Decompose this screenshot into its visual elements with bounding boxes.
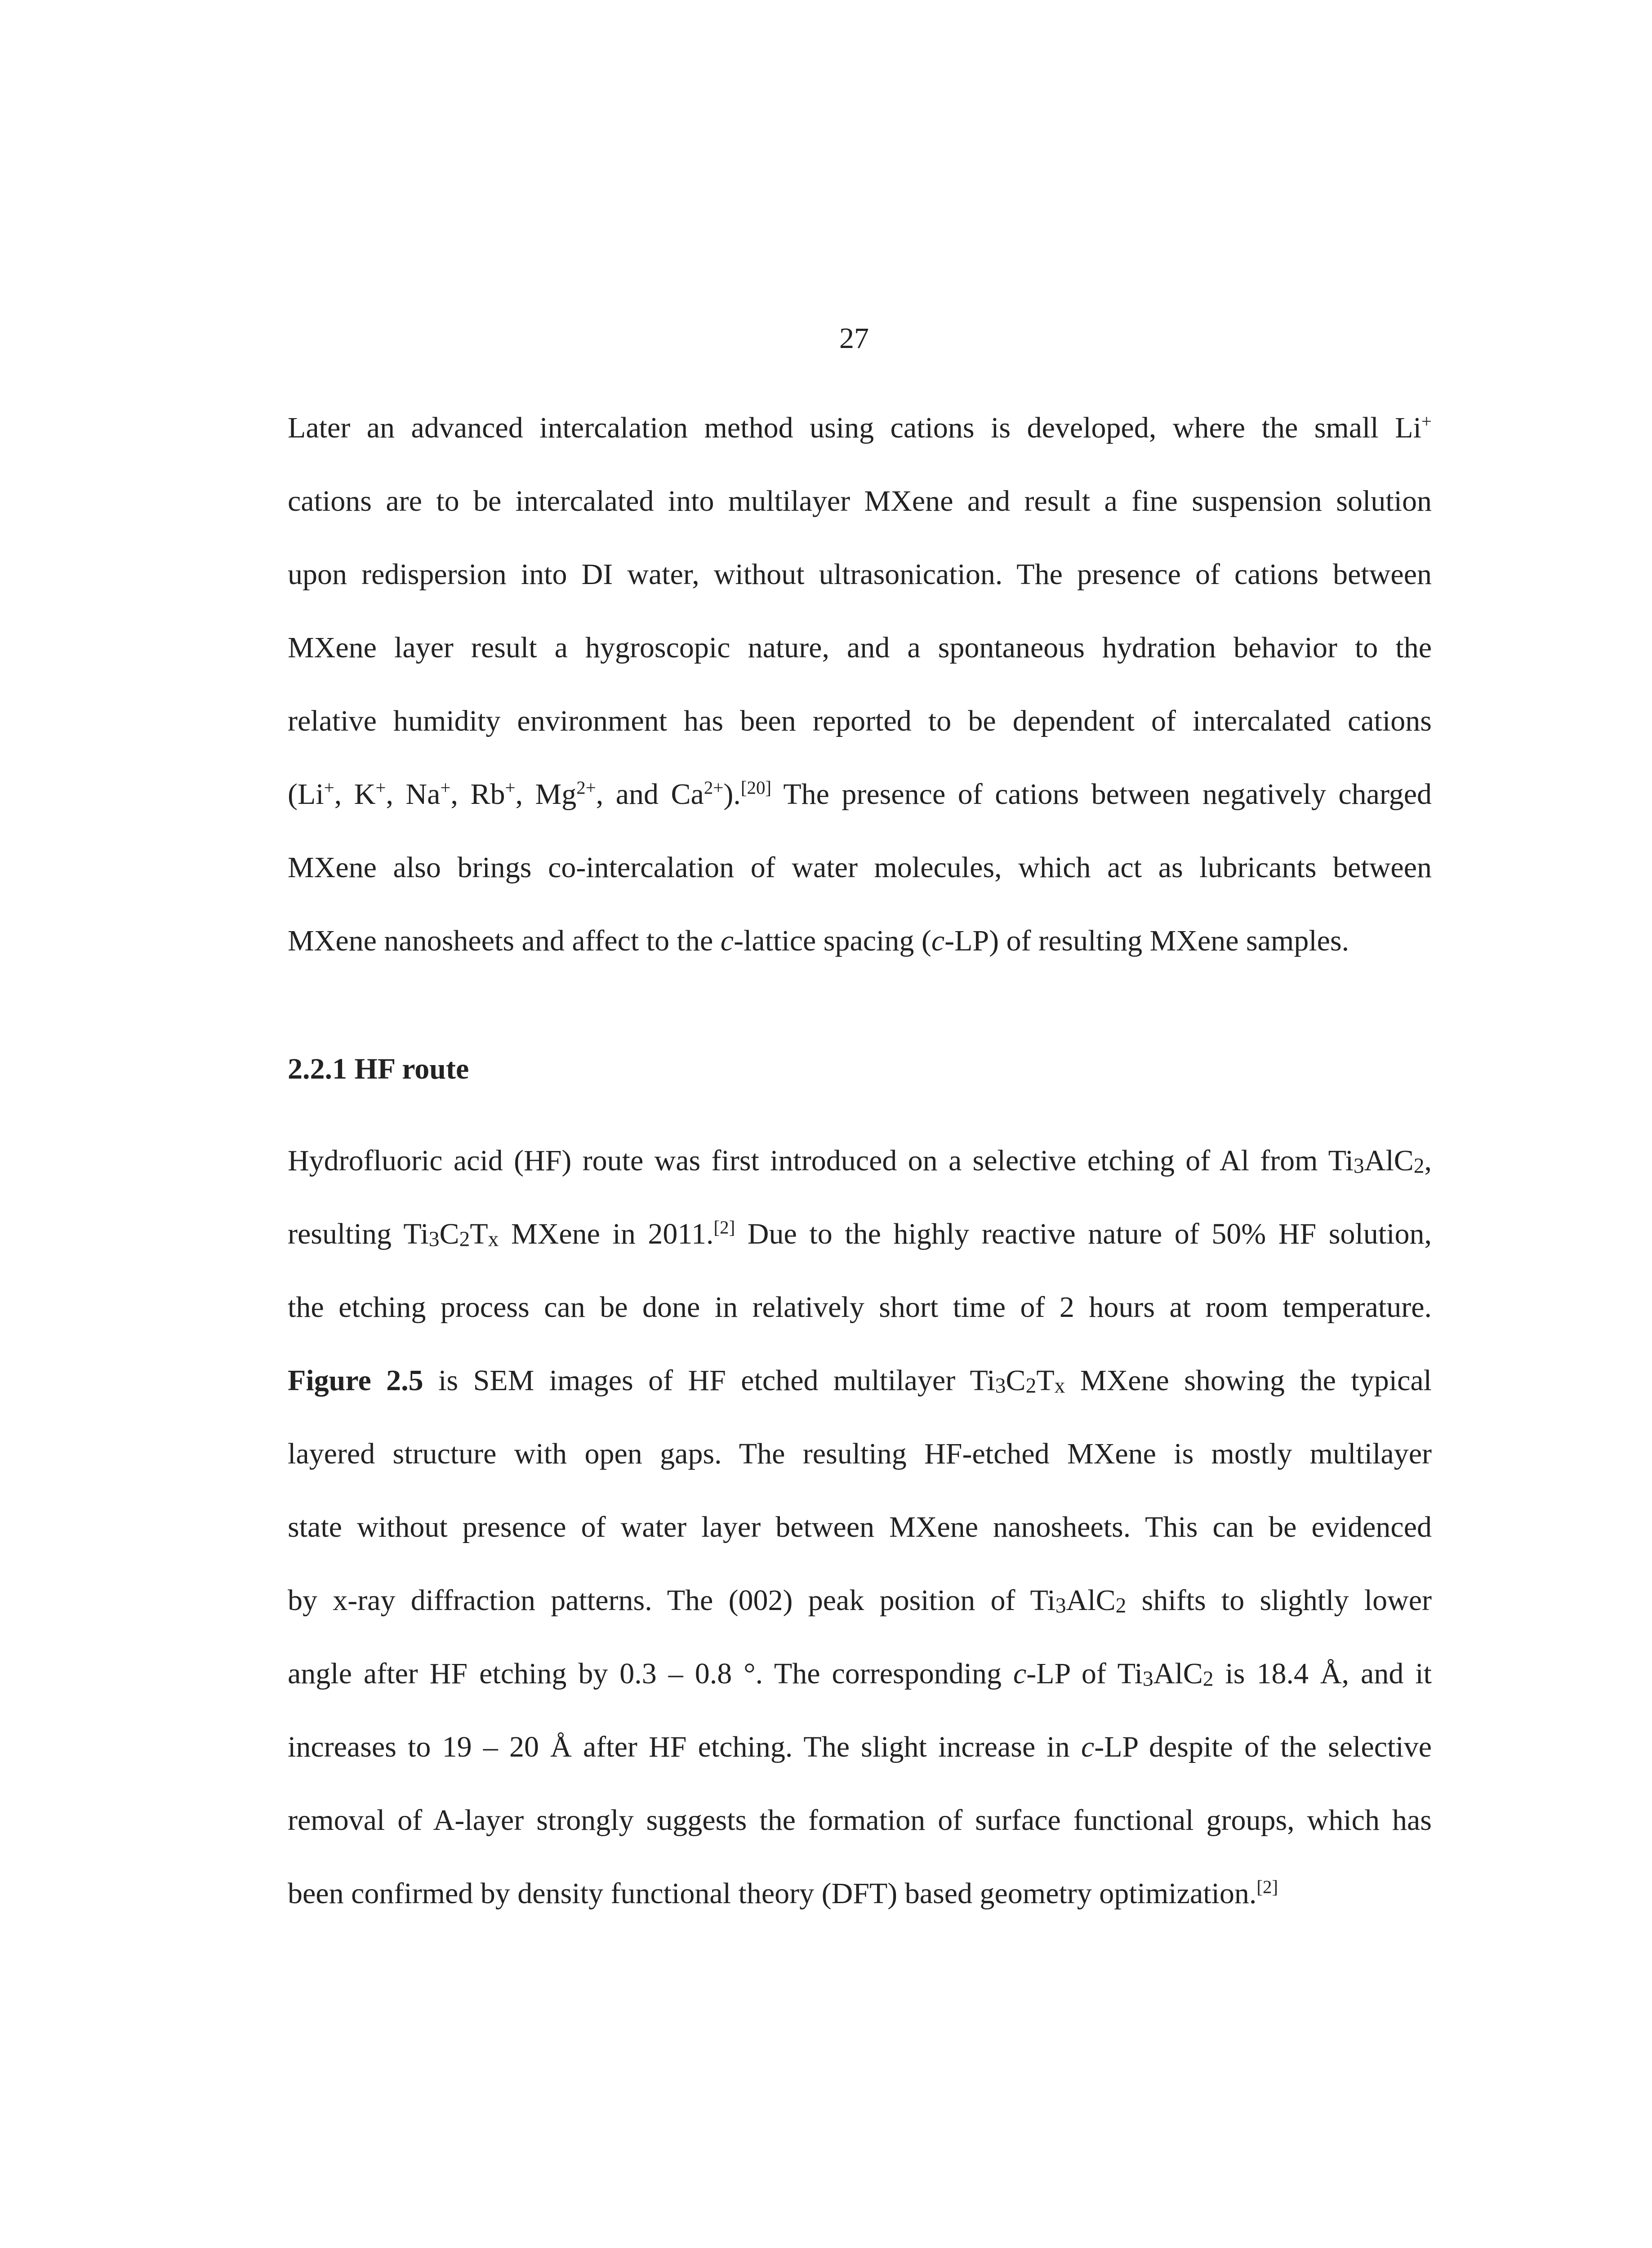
text-line: Later an advanced intercalation method using cations is developed, where the small Li+ bbox=[288, 411, 1432, 444]
paragraph-hf-route bbox=[288, 1124, 1432, 1930]
text-line: angle after HF etching by 0.3 – 0.8 °. The corresponding c-LP of $Ti_3AlC_2$ is 18.4 Å, and it bbox=[288, 1657, 1432, 1691]
text-line: resulting $Ti_3C_2T_x$ MXene in 2011.[2] Due to the highly reactive nature of 50% HF solution, bbox=[288, 1217, 1432, 1251]
text-line: state without presence of water layer between MXene nanosheets. This can be evidenced bbox=[288, 1511, 1432, 1543]
text-line: upon redispersion into DI water, without ultrasonication. The presence of cations between bbox=[288, 558, 1432, 591]
text-line: been confirmed by density functional theory (DFT) based geometry optimization.[2] bbox=[288, 1877, 1278, 1910]
section-heading: 2.2.1 HF route bbox=[288, 1053, 469, 1085]
text-line: Figure 2.5 is SEM images of HF etched multilayer $Ti_3C_2T_x$ MXene showing the typical bbox=[288, 1364, 1432, 1398]
text-line: Hydrofluoric acid (HF) route was first introduced on a selective etching of Al from $Ti_3AlC_2$, bbox=[288, 1144, 1432, 1178]
text-line: removal of A-layer strongly suggests the formation of surface functional groups, which has bbox=[288, 1804, 1432, 1837]
text-line: the etching process can be done in relatively short time of 2 hours at room temperature. bbox=[288, 1291, 1432, 1324]
page-number: 27 bbox=[839, 322, 869, 355]
figure-reference: Figure 2.5 bbox=[288, 1364, 423, 1397]
text-line: MXene layer result a hygroscopic nature, and a spontaneous hydration behavior to the bbox=[288, 631, 1432, 664]
text-line: cations are to be intercalated into multilayer MXene and result a fine suspension solution bbox=[288, 485, 1432, 517]
text-line: by x-ray diffraction patterns. The (002) peak position of $Ti_3AlC_2$ shifts to slightly lower bbox=[288, 1584, 1432, 1618]
text-line: (Li+, K+, Na+, Rb+, $Mg^{2+}$, and $Ca^{2+}).[20]$ The presence of cations between negatively charged bbox=[288, 777, 1432, 811]
text-line: layered structure with open gaps. The resulting HF-etched MXene is mostly multilayer bbox=[288, 1437, 1432, 1470]
paragraph-intercalation bbox=[288, 391, 1432, 977]
text-line: MXene nanosheets and affect to the c-lattice spacing (c-LP) of resulting MXene samples. bbox=[288, 924, 1349, 957]
text-line: relative humidity environment has been reported to be dependent of intercalated cations bbox=[288, 705, 1432, 737]
text-line: MXene also brings co-intercalation of water molecules, which act as lubricants between bbox=[288, 851, 1432, 884]
text-line: increases to 19 – 20 Å after HF etching. The slight increase in c-LP despite of the selective bbox=[288, 1731, 1432, 1763]
